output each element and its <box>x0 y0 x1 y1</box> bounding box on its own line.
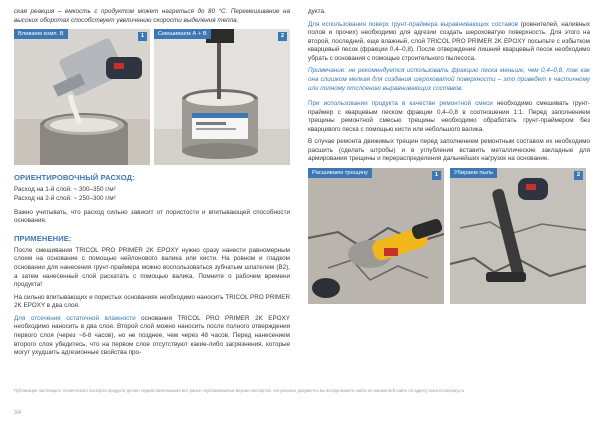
application-heading: ПРИМЕНЕНИЕ: <box>14 233 72 243</box>
cracks-paragraph: В случае ремонта движимых трещин перед заполнением ремонтным составом их необходимо расшить (сделать штробы) и в углубления вставить металлические закладные для армирования трещины и перераспределения дальнейших нагрузок на основание. <box>308 138 590 163</box>
intro-paragraph: ская реакция – емкость с продуктом может нагреться до 80 °C. Перемешивание на высоких оборотах способствует увеличению скорости выделения тепла. <box>14 8 290 24</box>
mixing-photos <box>14 29 290 165</box>
continued-text: дукта. <box>308 8 326 15</box>
consumption-heading: ОРИЕНТИРОВОЧНЫЙ РАСХОД: <box>14 173 135 183</box>
pouring-illustration <box>14 29 150 165</box>
consumption-note: Важно учитывать, что расход сильно зависит от пористости и впитывающей способности основания. <box>14 208 290 225</box>
moisture-text: основания TRICOL PRO PRIMER 2K EPOXY необходимо наносить в два слоя. Второй слой можно наносить после полного отверждения первого слоя (через ~6-8 часов), но не позднее, чем через 48 часов. Перед нанесением второго слоя убедитесь, что на первом слое отсутствуют какие-либо загрязнения, которые могут ухудшить адгезионные свойства про- <box>14 314 290 357</box>
grinder-illustration <box>308 168 444 304</box>
application-paragraph-3 <box>14 315 290 358</box>
photo-label: Вливаем комп. В <box>14 29 68 39</box>
repair-highlight: При использовании продукта в качестве ремонтной смеси <box>308 100 493 108</box>
photo-label: Убираем пыль <box>450 168 497 178</box>
photo-chase-crack <box>308 168 444 304</box>
note-paragraph: Примечание: не рекомендуется использовать фракцию песка меньше, чем 0,4–0,8, так как она слишком мелкая для создания шероховатой поверхности – это приведет к частичному или полному отслоению выравнивающих составов. <box>308 67 590 92</box>
photo-label: Смешиваем А + В <box>154 29 211 39</box>
photo-number-badge: 2 <box>278 32 287 41</box>
photo-number-badge: 1 <box>138 32 147 41</box>
mixing-illustration <box>154 29 290 165</box>
footer-disclaimer: Публикация настоящего технического паспорта продукта делает недействительными все ранее опубликованные версии паспортов. Актуальные документы вы всегда можете найти на нашем веб-сайте по адресу www.tricompany.ru <box>14 388 465 393</box>
photo-mix-a-b <box>154 29 290 165</box>
photo-number-badge: 2 <box>574 171 583 180</box>
photo-label: Расшиваем трещину <box>308 168 372 178</box>
left-column <box>14 8 290 362</box>
vacuum-illustration <box>450 168 586 304</box>
repair-text: необходимо смешивать грунт-праймер с кварцевым песком фракции 0,4–0,8 в соотношении 1:1. Перед заполнением трещины ремонтной смесью трещины необходимо обработать грунт-праймером без кварцевого песка с помощью кисти или небольшого валика. <box>308 100 590 133</box>
consumption-layer-1: Расход на 1-й слой: ~ 300–350 г/м² <box>14 186 116 194</box>
moisture-highlight: Для отсечения остаточной влажности <box>14 314 136 322</box>
application-paragraph-2: На сильно впитывающих и пористых основаниях необходимо наносить TRICOL PRO PRIMER 2K EPOXY в два слоя. <box>14 293 290 310</box>
repair-photos <box>308 168 590 304</box>
repair-paragraph <box>308 100 590 134</box>
leveling-highlight: Для использования поверх грунт-праймера выравнивающих составов <box>308 20 518 28</box>
leveling-text: (ровнителей, наливных полов и прочих) необходимо для адгезии создать шероховатую поверхность. Для этого на второй, последний, еще влажный, слой TRICOL PRO PRIMER 2K EPOXY посыпьте с избытком кварцевый песок (фракции 0,4–0,8). После отверждения лишний кварцевый песок необходимо убрать с основания с помощью строительного пылесоса. <box>308 20 590 62</box>
consumption-layer-2: Расход на 2-й слой: ~ 250–300 г/м² <box>14 194 116 202</box>
application-paragraph-1: После смешивания TRICOL PRO PRIMER 2K EPOXY нужно сразу нанести равномерным слоем на основание с помощью нейлонового валика или кисти. На ровном и гладком основании для нанесения грунт-праймера можно воспользоваться зубчатым шпателем (В2), а затем нанесенный слой раскатать с помощью валика. Помните о рабочем времени продукта! <box>14 246 290 289</box>
right-column <box>308 8 590 310</box>
photo-remove-dust <box>450 168 586 304</box>
photo-number-badge: 1 <box>432 171 441 180</box>
page-number: 3/4 <box>14 410 21 416</box>
photo-pour-component-b <box>14 29 150 165</box>
leveling-paragraph <box>308 21 590 64</box>
